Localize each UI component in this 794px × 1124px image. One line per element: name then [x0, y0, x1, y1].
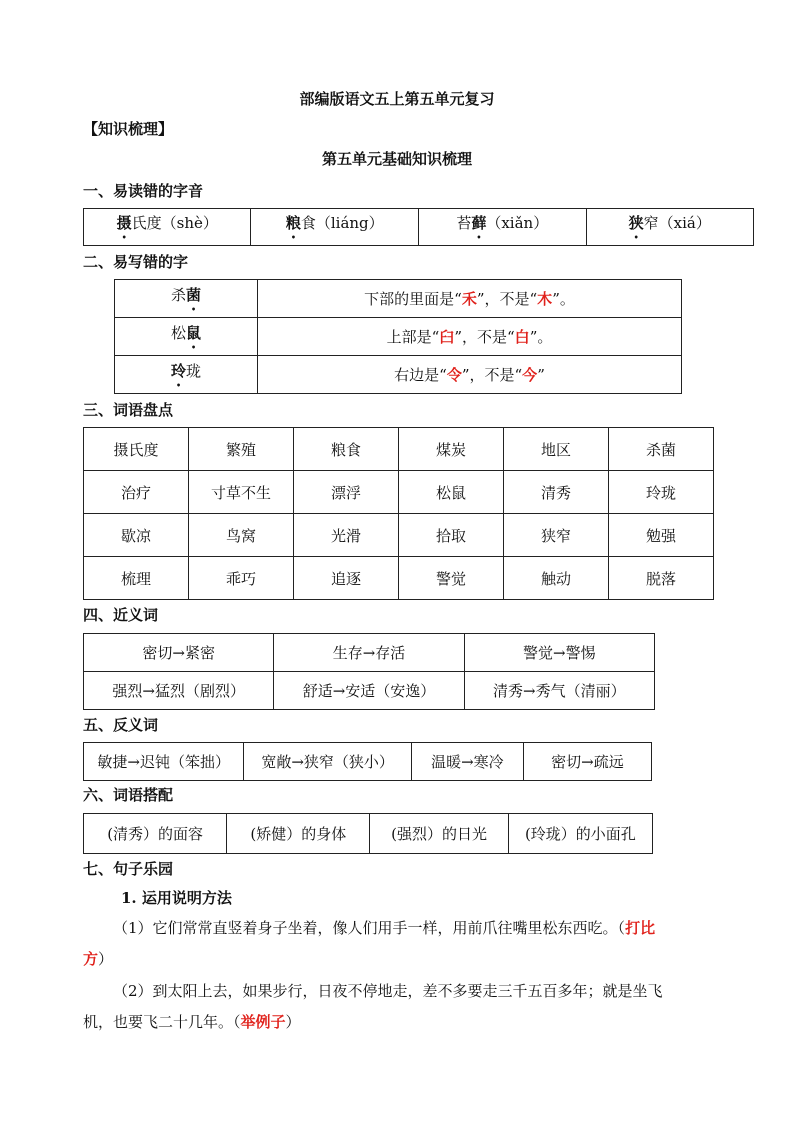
sentence-2-line2: 机，也要飞二十几年。（ [83, 1013, 241, 1031]
writing-word: 玲珑 [115, 356, 258, 394]
synonym-cell: 强烈→猛烈（剧烈） [84, 672, 274, 710]
collocations-table [83, 813, 653, 854]
vocab-cell: 拾取 [399, 514, 504, 557]
writing-word: 松鼠 [115, 318, 258, 356]
vocab-cell: 粮食 [294, 428, 399, 471]
sentence-1-method: 打比 [625, 919, 656, 937]
pronunciation-cell: 苔藓（xiǎn） [419, 209, 587, 246]
pronunciation-table [83, 208, 754, 246]
antonym-cell: 宽敞→狭窄（狭小） [244, 743, 411, 781]
vocab-cell: 警觉 [399, 557, 504, 600]
heading-pronunciation: 一、易读错的字音 [83, 182, 204, 200]
vocab-cell: 歇凉 [84, 514, 189, 557]
antonyms-table [83, 742, 652, 781]
sentence-1-close: ） [98, 950, 114, 968]
sentence-2-method: 举例子 [240, 1013, 286, 1031]
vocab-cell: 漂浮 [294, 471, 399, 514]
collocation-cell: (矫健）的身体 [227, 814, 370, 854]
vocab-cell: 玲珑 [609, 471, 714, 514]
pronunciation-cell: 狭窄（xiá） [586, 209, 753, 246]
vocab-cell: 摄氏度 [84, 428, 189, 471]
vocab-cell: 狭窄 [504, 514, 609, 557]
writing-note: 上部是“臼”，不是“白”。 [258, 318, 682, 356]
heading-collocations: 六、词语搭配 [83, 786, 174, 804]
sentence-2-close: ） [285, 1013, 301, 1031]
vocab-cell: 触动 [504, 557, 609, 600]
sentence-example-2 [83, 976, 723, 1038]
sentence-2-line1: （2）到太阳上去，如果步行，日夜不停地走，差不多要走三千五百多年；就是坐飞 [113, 982, 663, 1000]
antonym-cell: 密切→疏远 [523, 743, 651, 781]
knowledge-tag: 【知识梳理】 [83, 120, 174, 138]
writing-word: 杀菌 [115, 280, 258, 318]
writing-note: 下部的里面是“禾”，不是“木”。 [258, 280, 682, 318]
synonym-cell: 清秀→秀气（清丽） [464, 672, 654, 710]
synonyms-table [83, 633, 655, 710]
collocation-cell: (强烈）的日光 [370, 814, 508, 854]
vocab-cell: 乖巧 [189, 557, 294, 600]
vocab-cell: 光滑 [294, 514, 399, 557]
section-subtitle: 第五单元基础知识梳理 [321, 150, 472, 168]
heading-writing: 二、易写错的字 [83, 253, 189, 271]
vocab-cell: 治疗 [84, 471, 189, 514]
vocab-cell: 追逐 [294, 557, 399, 600]
writing-note: 右边是“令”，不是“今” [258, 356, 682, 394]
vocab-cell: 地区 [504, 428, 609, 471]
sentence-1-text: （1）它们常常直竖着身子坐着，像人们用手一样，用前爪往嘴里松东西吃。（ [113, 919, 626, 937]
collocation-cell: (清秀）的面容 [84, 814, 227, 854]
sentence-1-method-end: 方 [83, 950, 99, 968]
heading-sentences: 七、句子乐园 [83, 860, 174, 878]
synonym-cell: 生存→存活 [274, 634, 464, 672]
vocab-cell: 杀菌 [609, 428, 714, 471]
vocab-cell: 繁殖 [189, 428, 294, 471]
writing-table [114, 279, 682, 394]
antonym-cell: 敏捷→迟钝（笨拙） [84, 743, 244, 781]
sentence-subheading: 1. 运用说明方法 [121, 889, 232, 907]
vocab-cell: 鸟窝 [189, 514, 294, 557]
pronunciation-cell: 粮食（liáng） [251, 209, 419, 246]
vocab-cell: 清秀 [504, 471, 609, 514]
vocab-cell: 松鼠 [399, 471, 504, 514]
synonym-cell: 舒适→安适（安逸） [274, 672, 464, 710]
heading-antonyms: 五、反义词 [83, 716, 159, 734]
collocation-cell: (玲珑）的小面孔 [508, 814, 652, 854]
synonym-cell: 警觉→警惕 [464, 634, 654, 672]
vocab-table [83, 427, 714, 600]
vocab-cell: 勉强 [609, 514, 714, 557]
heading-synonyms: 四、近义词 [83, 606, 159, 624]
vocab-cell: 梳理 [84, 557, 189, 600]
synonym-cell: 密切→紧密 [84, 634, 274, 672]
sentence-example-1 [83, 913, 723, 975]
document-title: 部编版语文五上第五单元复习 [299, 90, 495, 108]
heading-vocab: 三、词语盘点 [83, 401, 174, 419]
vocab-cell: 寸草不生 [189, 471, 294, 514]
vocab-cell: 脱落 [609, 557, 714, 600]
vocab-cell: 煤炭 [399, 428, 504, 471]
pronunciation-cell: 摄氏度（shè） [84, 209, 251, 246]
antonym-cell: 温暖→寒冷 [411, 743, 523, 781]
